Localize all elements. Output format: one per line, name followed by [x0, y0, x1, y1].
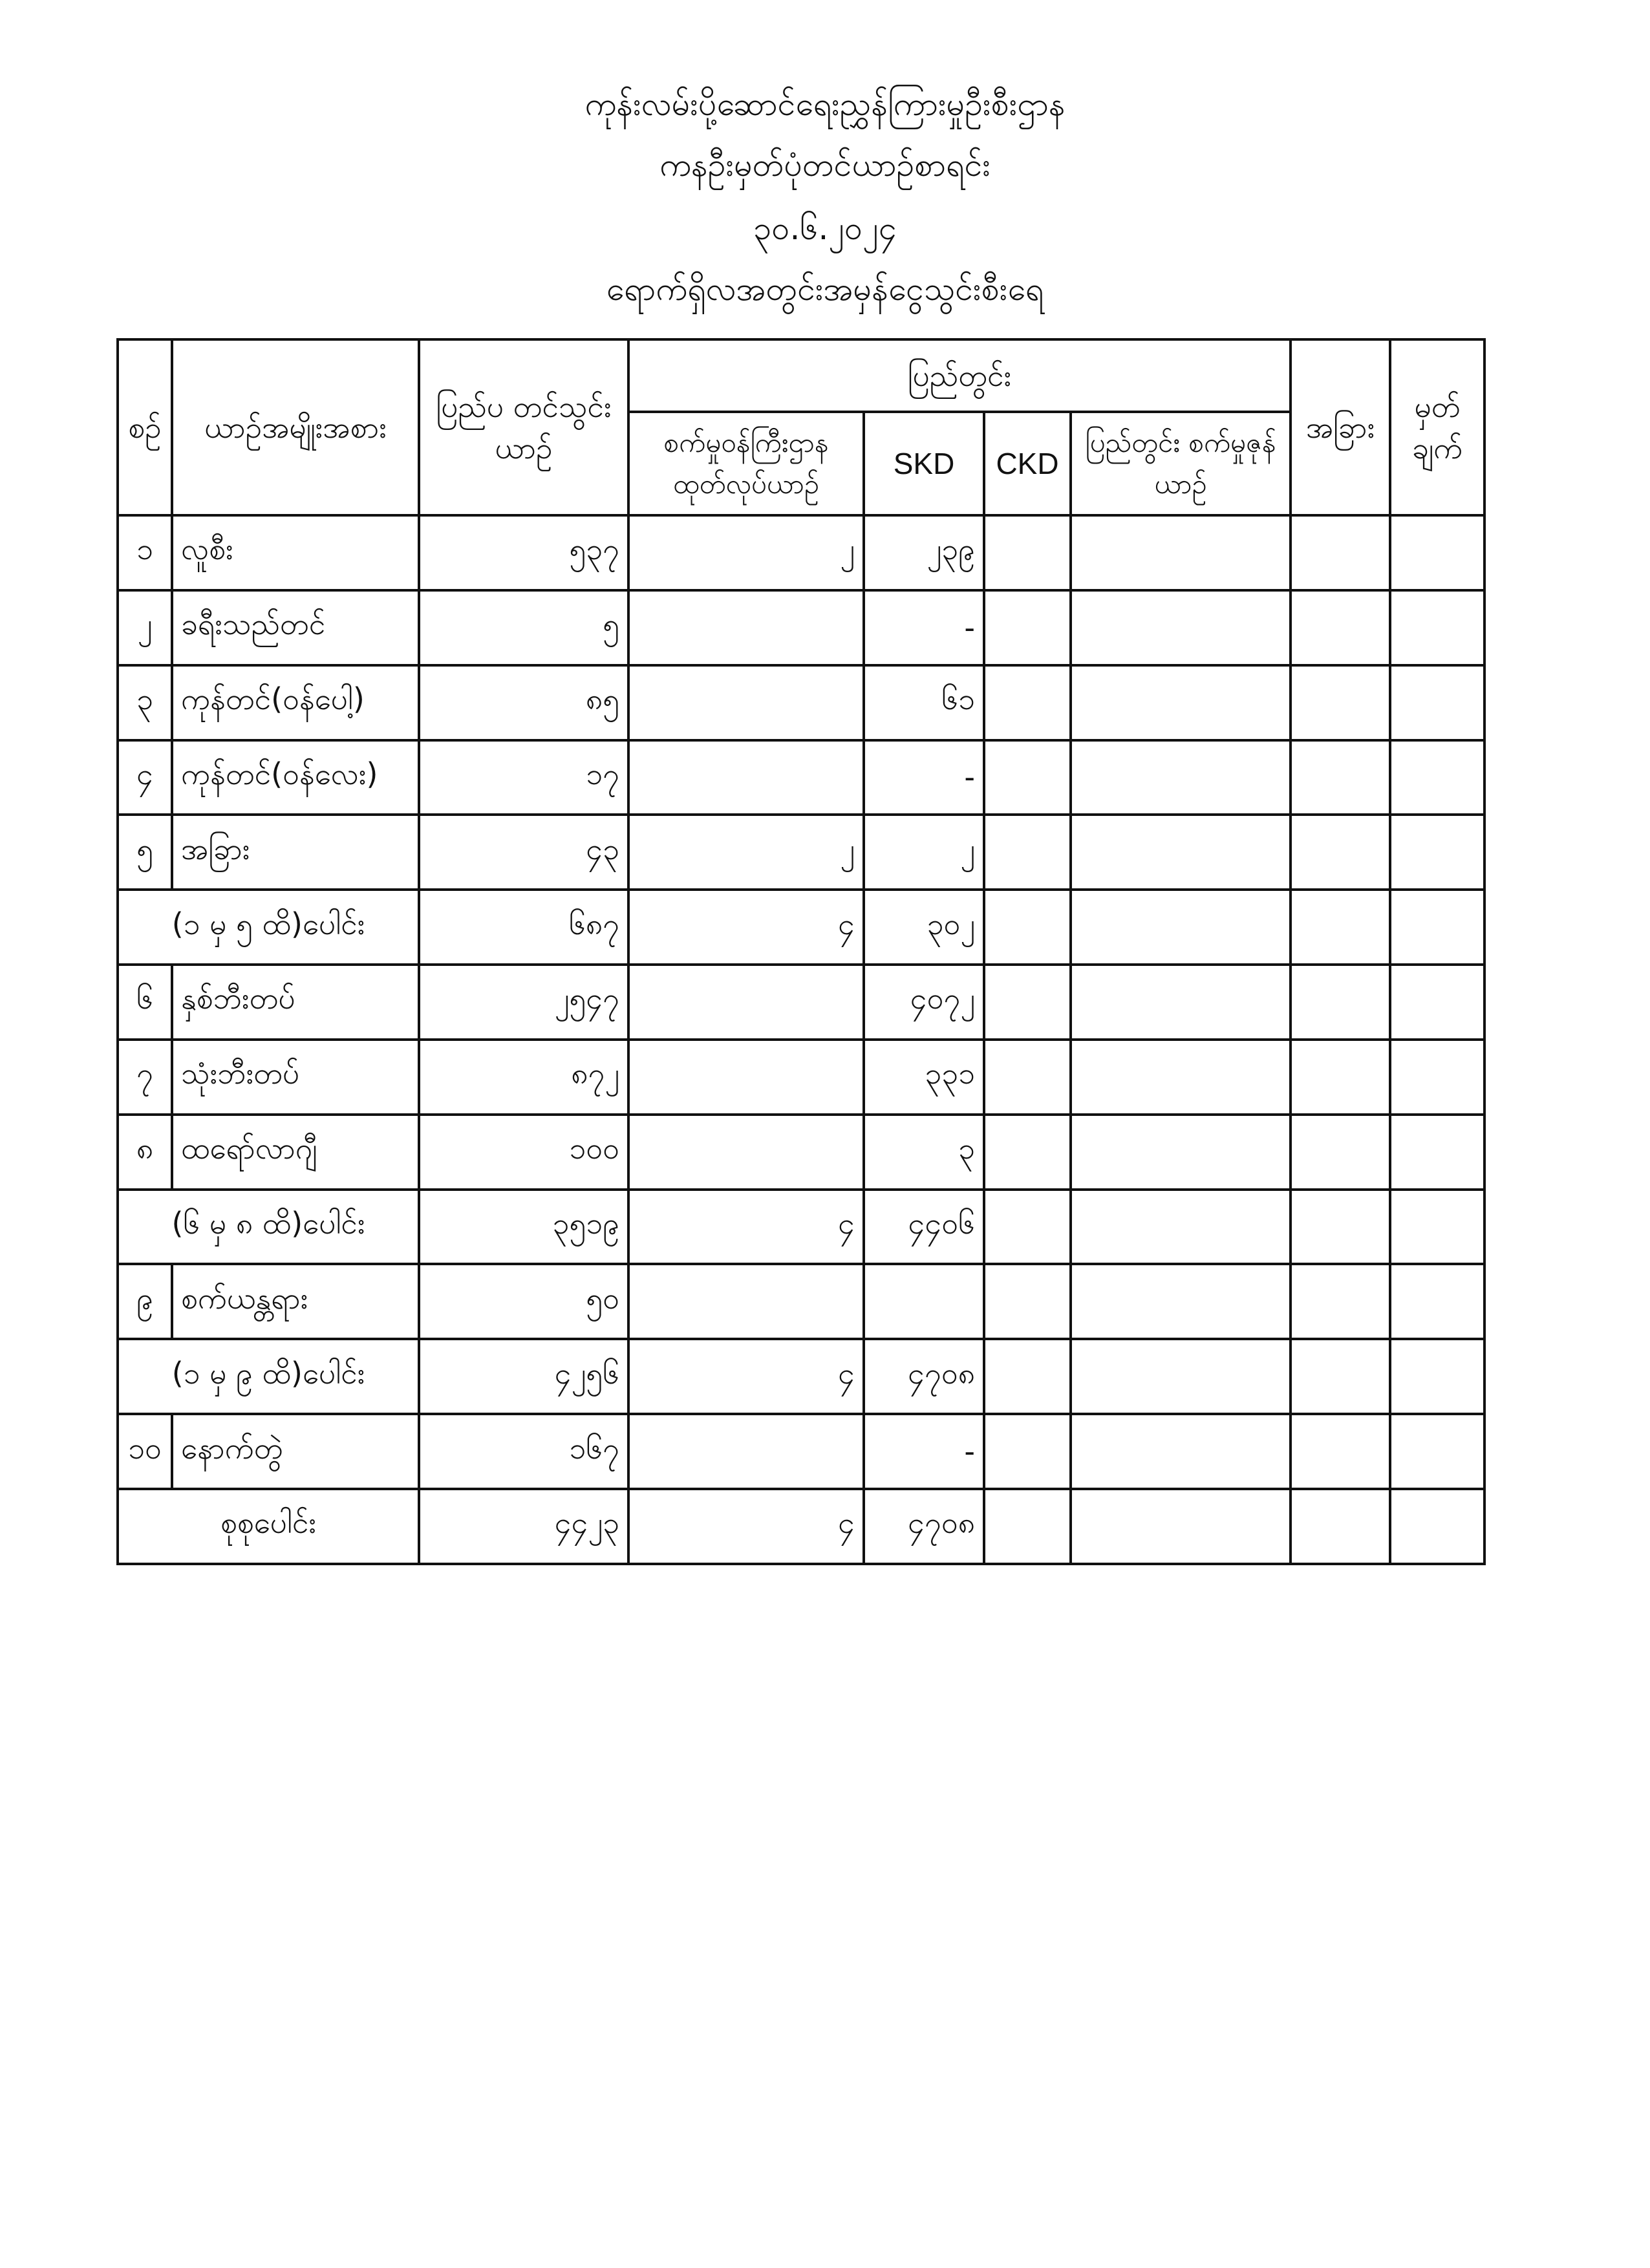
ckd-cell [984, 1414, 1071, 1489]
other-cell [1291, 965, 1390, 1040]
header-serial: စဉ် [118, 339, 172, 515]
other-cell [1291, 740, 1390, 815]
vehicle-type-cell: လူစီး [172, 515, 419, 590]
remarks-cell [1390, 1489, 1484, 1564]
other-cell [1291, 1040, 1390, 1115]
table-row [118, 1115, 1484, 1190]
ckd-cell [984, 515, 1071, 590]
domestic-factory-cell [1071, 665, 1291, 740]
domestic-factory-cell [1071, 815, 1291, 890]
skd-cell: ၂ [864, 815, 984, 890]
table-row [118, 1264, 1484, 1339]
domestic-factory-cell [1071, 1414, 1291, 1489]
skd-cell: ၂၃၉ [864, 515, 984, 590]
other-cell [1291, 1190, 1390, 1265]
header-remarks: မှတ် ချက် [1390, 339, 1484, 515]
skd-cell: ၄၇၀၈ [864, 1489, 984, 1564]
ckd-cell [984, 1339, 1071, 1414]
imported-cell: ၆၈၇ [419, 890, 628, 965]
header-ckd: CKD [984, 412, 1071, 515]
remarks-cell [1390, 1115, 1484, 1190]
header-other: အခြား [1291, 339, 1390, 515]
industry-ministry-cell [628, 1040, 864, 1115]
domestic-factory-cell [1071, 590, 1291, 665]
other-cell [1291, 1489, 1390, 1564]
skd-cell: ၄၇၀၈ [864, 1339, 984, 1414]
skd-cell [864, 1264, 984, 1339]
imported-cell: ၄၄၂၃ [419, 1489, 628, 1564]
other-cell [1291, 890, 1390, 965]
table-body [118, 515, 1484, 1564]
vehicle-registration-table [116, 338, 1486, 1565]
table-row [118, 665, 1484, 740]
ckd-cell [984, 815, 1071, 890]
remarks-cell [1390, 890, 1484, 965]
domestic-factory-cell [1071, 1489, 1291, 1564]
document-date: ၃၀.၆.၂၀၂၄ [753, 209, 897, 247]
ckd-cell [984, 965, 1071, 1040]
imported-cell: ၁၇ [419, 740, 628, 815]
subtotal-label: (၆ မှ ၈ ထိ)ပေါင်း [118, 1190, 419, 1265]
ckd-cell [984, 1264, 1071, 1339]
skd-cell: - [864, 740, 984, 815]
skd-cell: ၃၃၁ [864, 1040, 984, 1115]
header-industry-ministry: စက်မှုဝန်ကြီးဌာန ထုတ်လုပ်ယာဉ် [628, 412, 864, 515]
remarks-cell [1390, 965, 1484, 1040]
ckd-cell [984, 1115, 1071, 1190]
skd-cell: ၃ [864, 1115, 984, 1190]
serial-cell: ၄ [118, 740, 172, 815]
table-row [118, 815, 1484, 890]
serial-cell: ၆ [118, 965, 172, 1040]
other-cell [1291, 590, 1390, 665]
header-domestic-factory: ပြည်တွင်း စက်မှုဇုန်ယာဉ် [1071, 412, 1291, 515]
domestic-factory-cell [1071, 890, 1291, 965]
table-row [118, 1040, 1484, 1115]
subtotal-row [118, 1339, 1484, 1414]
industry-ministry-cell [628, 590, 864, 665]
remarks-cell [1390, 740, 1484, 815]
industry-ministry-cell [628, 1115, 864, 1190]
serial-cell: ၇ [118, 1040, 172, 1115]
serial-cell: ၁ [118, 515, 172, 590]
document-caption: ရောက်ရှိလအတွင်းအမှန်ငွေသွင်းစီးရေ [606, 270, 1044, 308]
vehicle-type-cell: ထရော်လာဂျီ [172, 1115, 419, 1190]
other-cell [1291, 665, 1390, 740]
industry-ministry-cell: ၄ [628, 890, 864, 965]
remarks-cell [1390, 1339, 1484, 1414]
ckd-cell [984, 890, 1071, 965]
vehicle-type-cell: ကုန်တင်(ဝန်လေး) [172, 740, 419, 815]
skd-cell: ၄၄၀၆ [864, 1190, 984, 1265]
other-cell [1291, 815, 1390, 890]
domestic-factory-cell [1071, 515, 1291, 590]
industry-ministry-cell: ၄ [628, 1489, 864, 1564]
vehicle-type-cell: စက်ယန္တရား [172, 1264, 419, 1339]
grand-total-label: စုစုပေါင်း [118, 1489, 419, 1564]
vehicle-type-cell: နောက်တွဲ [172, 1414, 419, 1489]
header-vehicle-type: ယာဉ်အမျိုးအစား [172, 339, 419, 515]
domestic-factory-cell [1071, 1264, 1291, 1339]
vehicle-type-cell: သုံးဘီးတပ် [172, 1040, 419, 1115]
table-row [118, 740, 1484, 815]
header-domestic: ပြည်တွင်း [628, 339, 1291, 412]
imported-cell: ၄၂၅၆ [419, 1339, 628, 1414]
domestic-factory-cell [1071, 965, 1291, 1040]
total-row [118, 1489, 1484, 1564]
domestic-factory-cell [1071, 1040, 1291, 1115]
table-row [118, 590, 1484, 665]
imported-cell: ၅၃၇ [419, 515, 628, 590]
industry-ministry-cell [628, 665, 864, 740]
header-imported: ပြည်ပ တင်သွင်းယာဉ် [419, 339, 628, 515]
domestic-factory-cell [1071, 740, 1291, 815]
remarks-cell [1390, 815, 1484, 890]
remarks-cell [1390, 1190, 1484, 1265]
ckd-cell [984, 665, 1071, 740]
other-cell [1291, 1115, 1390, 1190]
industry-ministry-cell [628, 1414, 864, 1489]
imported-cell: ၈၇၂ [419, 1040, 628, 1115]
serial-cell: ၈ [118, 1115, 172, 1190]
serial-cell: ၂ [118, 590, 172, 665]
other-cell [1291, 1339, 1390, 1414]
other-cell [1291, 1264, 1390, 1339]
skd-cell: ၆၁ [864, 665, 984, 740]
vehicle-type-cell: နှစ်ဘီးတပ် [172, 965, 419, 1040]
imported-cell: ၅၀ [419, 1264, 628, 1339]
remarks-cell [1390, 665, 1484, 740]
remarks-cell [1390, 1264, 1484, 1339]
document-subtitle: ကနဦးမှတ်ပုံတင်ယာဉ်စာရင်း [659, 146, 991, 184]
subtotal-label: (၁ မှ ၅ ထိ)ပေါင်း [118, 890, 419, 965]
industry-ministry-cell: ၂ [628, 515, 864, 590]
imported-cell: ၂၅၄၇ [419, 965, 628, 1040]
ckd-cell [984, 590, 1071, 665]
imported-cell: ၈၅ [419, 665, 628, 740]
industry-ministry-cell: ၂ [628, 815, 864, 890]
vehicle-type-cell: အခြား [172, 815, 419, 890]
document-title: ကုန်းလမ်းပို့ဆောင်ရေးညွှန်ကြားမှုဦးစီးဌာန [584, 85, 1066, 123]
skd-cell: - [864, 1414, 984, 1489]
vehicle-type-cell: ခရီးသည်တင် [172, 590, 419, 665]
table-row [118, 515, 1484, 590]
subtotal-row [118, 890, 1484, 965]
skd-cell: ၄၀၇၂ [864, 965, 984, 1040]
remarks-cell [1390, 515, 1484, 590]
industry-ministry-cell [628, 1264, 864, 1339]
vehicle-type-cell: ကုန်တင်(ဝန်ပေါ့) [172, 665, 419, 740]
other-cell [1291, 1414, 1390, 1489]
serial-cell: ၉ [118, 1264, 172, 1339]
imported-cell: ၄၃ [419, 815, 628, 890]
industry-ministry-cell [628, 965, 864, 1040]
remarks-cell [1390, 1040, 1484, 1115]
imported-cell: ၁၆၇ [419, 1414, 628, 1489]
ckd-cell [984, 1040, 1071, 1115]
domestic-factory-cell [1071, 1115, 1291, 1190]
industry-ministry-cell: ၄ [628, 1339, 864, 1414]
remarks-cell [1390, 590, 1484, 665]
industry-ministry-cell: ၄ [628, 1190, 864, 1265]
other-cell [1291, 515, 1390, 590]
domestic-factory-cell [1071, 1339, 1291, 1414]
imported-cell: ၃၅၁၉ [419, 1190, 628, 1265]
domestic-factory-cell [1071, 1190, 1291, 1265]
subtotal-label: (၁ မှ ၉ ထိ)ပေါင်း [118, 1339, 419, 1414]
header-skd: SKD [864, 412, 984, 515]
ckd-cell [984, 1190, 1071, 1265]
table-row [118, 1414, 1484, 1489]
serial-cell: ၃ [118, 665, 172, 740]
table-row [118, 965, 1484, 1040]
remarks-cell [1390, 1414, 1484, 1489]
serial-cell: ၅ [118, 815, 172, 890]
ckd-cell [984, 1489, 1071, 1564]
imported-cell: ၁၀၀ [419, 1115, 628, 1190]
subtotal-row [118, 1190, 1484, 1265]
skd-cell: ၃၀၂ [864, 890, 984, 965]
imported-cell: ၅ [419, 590, 628, 665]
ckd-cell [984, 740, 1071, 815]
industry-ministry-cell [628, 740, 864, 815]
serial-cell: ၁၀ [118, 1414, 172, 1489]
skd-cell: - [864, 590, 984, 665]
